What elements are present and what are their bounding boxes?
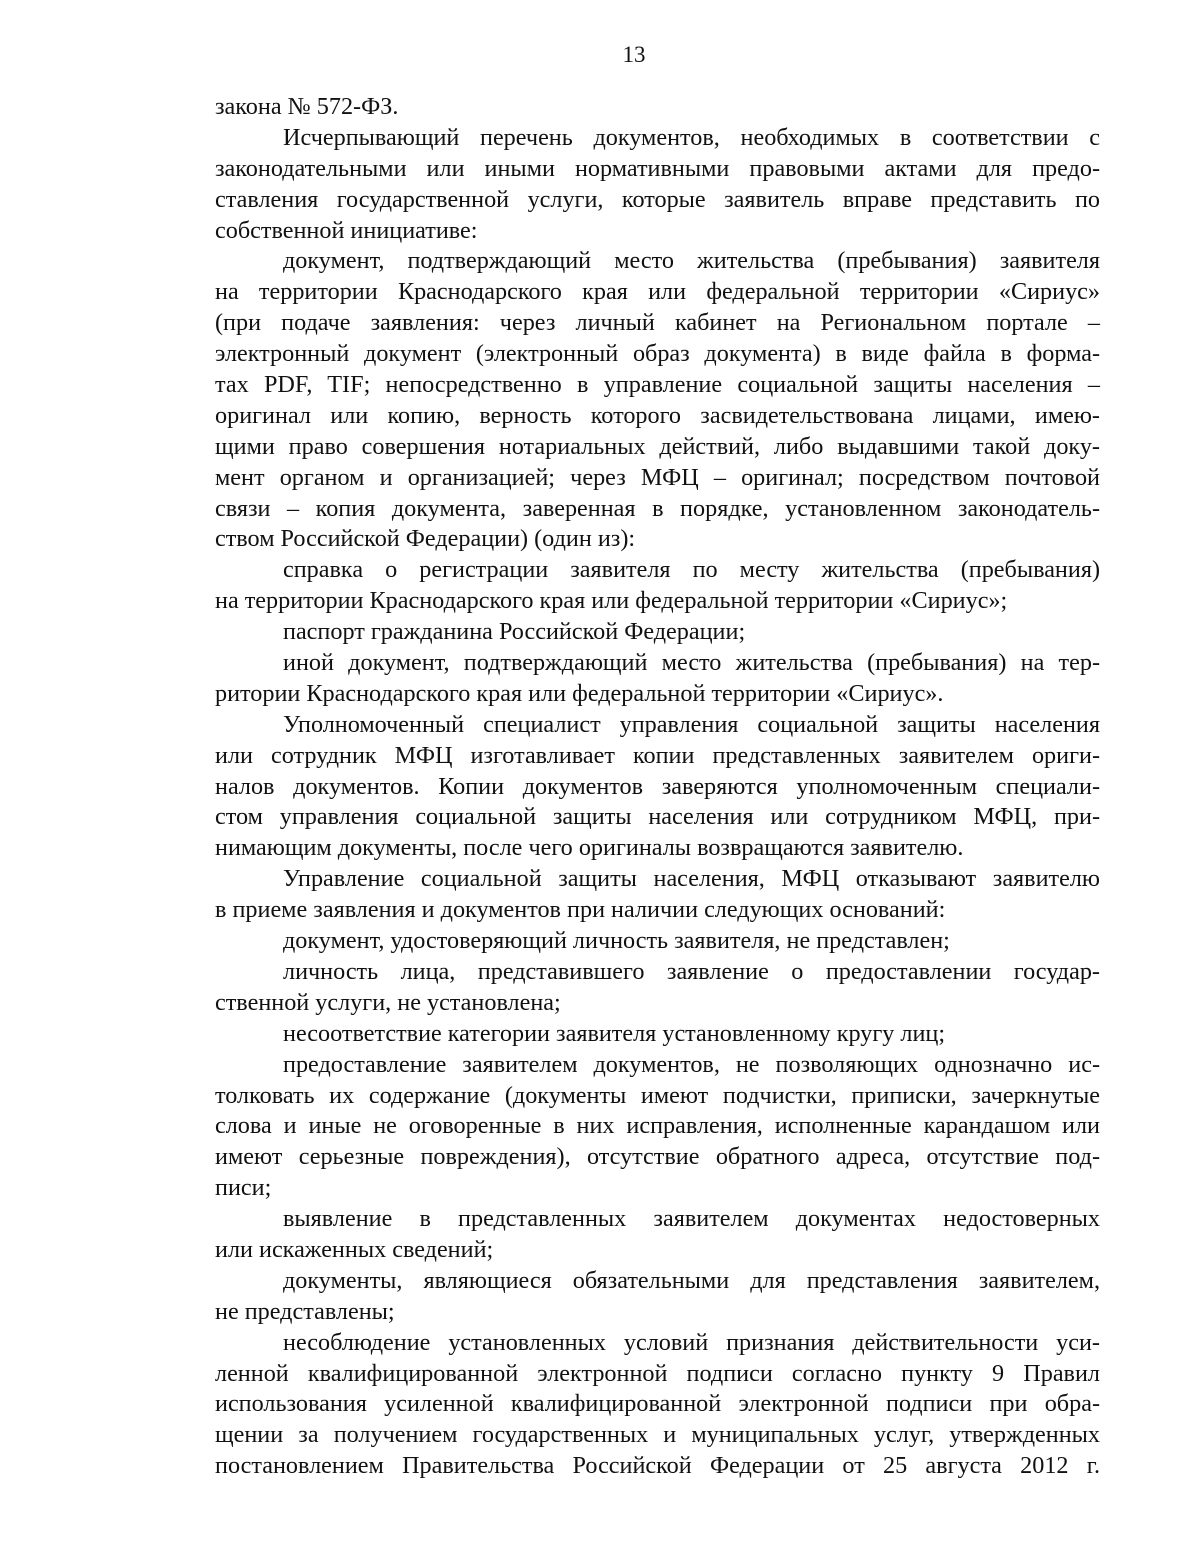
- text-line: на территории Краснодарского края или федеральной территории «Сириус»: [215, 278, 1100, 306]
- text-line: имеют серьезные повреждения), отсутствие обратного адреса, отсутствие под-: [215, 1143, 1100, 1171]
- text-line: документ, удостоверяющий личность заявителя, не представлен;: [283, 927, 950, 955]
- text-line: Уполномоченный специалист управления социальной защиты населения: [283, 710, 1100, 738]
- text-line: нимающим документы, после чего оригиналы возвращаются заявителю.: [215, 834, 964, 862]
- text-line: ленной квалифицированной электронной подписи согласно пункту 9 Правил: [215, 1359, 1100, 1387]
- text-line: щими право совершения нотариальных действий, либо выдавшими такой доку-: [215, 432, 1100, 460]
- text-line: ставления государственной услуги, которые заявитель вправе представить по: [215, 185, 1100, 213]
- text-line: толковать их содержание (документы имеют подчистки, приписки, зачеркнутые: [215, 1081, 1100, 1109]
- text-line: (при подаче заявления: через личный кабинет на Региональном портале –: [215, 309, 1100, 337]
- text-line: слова и иные не оговоренные в них исправления, исполненные карандашом или: [215, 1112, 1100, 1140]
- text-line: ритории Краснодарского края или федеральной территории «Сириус».: [215, 679, 944, 707]
- text-line: или сотрудник МФЦ изготавливает копии представленных заявителем ориги-: [215, 741, 1100, 769]
- text-line: щении за получением государственных и муниципальных услуг, утвержденных: [215, 1421, 1100, 1449]
- text-line: выявление в представленных заявителем документах недостоверных: [283, 1205, 1100, 1233]
- text-line: законодательными или иными нормативными правовыми актами для предо-: [215, 154, 1100, 182]
- text-line: Управление социальной защиты населения, МФЦ отказывают заявителю: [283, 865, 1100, 893]
- text-line: несоблюдение установленных условий признания действительности уси-: [283, 1328, 1100, 1356]
- text-line: иной документ, подтверждающий место жительства (пребывания) на тер-: [283, 649, 1100, 677]
- text-line: на территории Краснодарского края или федеральной территории «Сириус»;: [215, 587, 1008, 615]
- text-line: документы, являющиеся обязательными для представления заявителем,: [283, 1266, 1100, 1294]
- text-line: писи;: [215, 1174, 272, 1202]
- text-line: оригинал или копию, верность которого засвидетельствована лицами, имею-: [215, 401, 1100, 429]
- text-line: предоставление заявителем документов, не позволяющих однозначно ис-: [283, 1050, 1100, 1078]
- text-line: использования усиленной квалифицированной электронной подписи при обра-: [215, 1390, 1100, 1418]
- text-line: или искаженных сведений;: [215, 1235, 494, 1263]
- text-line: собственной инициативе:: [215, 216, 478, 244]
- text-line: мент органом и организацией; через МФЦ – оригинал; посредством почтовой: [215, 463, 1100, 491]
- page-number: 13: [622, 42, 646, 67]
- text-line: ственной услуги, не установлена;: [215, 988, 561, 1016]
- text-line: справка о регистрации заявителя по месту жительства (пребывания): [283, 556, 1100, 584]
- text-line: Исчерпывающий перечень документов, необходимых в соответствии с: [283, 123, 1100, 151]
- text-line: в приеме заявления и документов при наличии следующих оснований:: [215, 896, 946, 924]
- text-line: закона № 572-ФЗ.: [215, 93, 399, 120]
- text-line: тах PDF, TIF; непосредственно в управление социальной защиты населения –: [215, 371, 1100, 399]
- text-line: несоответствие категории заявителя установленному кругу лиц;: [283, 1019, 946, 1047]
- text-line: паспорт гражданина Российской Федерации;: [283, 618, 746, 646]
- text-line: не представлены;: [215, 1297, 395, 1325]
- text-line: стом управления социальной защиты населения или сотрудником МФЦ, при-: [215, 803, 1100, 831]
- text-line: ством Российской Федерации) (один из):: [215, 525, 636, 553]
- text-line: документ, подтверждающий место жительства (пребывания) заявителя: [283, 247, 1100, 275]
- text-line: электронный документ (электронный образ документа) в виде файла в форма-: [215, 340, 1100, 368]
- text-line: постановлением Правительства Российской Федерации от 25 августа 2012 г.: [215, 1452, 1100, 1480]
- text-line: личность лица, представившего заявление о предоставлении государ-: [283, 957, 1100, 985]
- document-body: [215, 92, 1100, 1482]
- text-line: связи – копия документа, заверенная в порядке, установленном законодатель-: [215, 494, 1100, 522]
- text-line: налов документов. Копии документов заверяются уполномоченным специали-: [215, 772, 1100, 800]
